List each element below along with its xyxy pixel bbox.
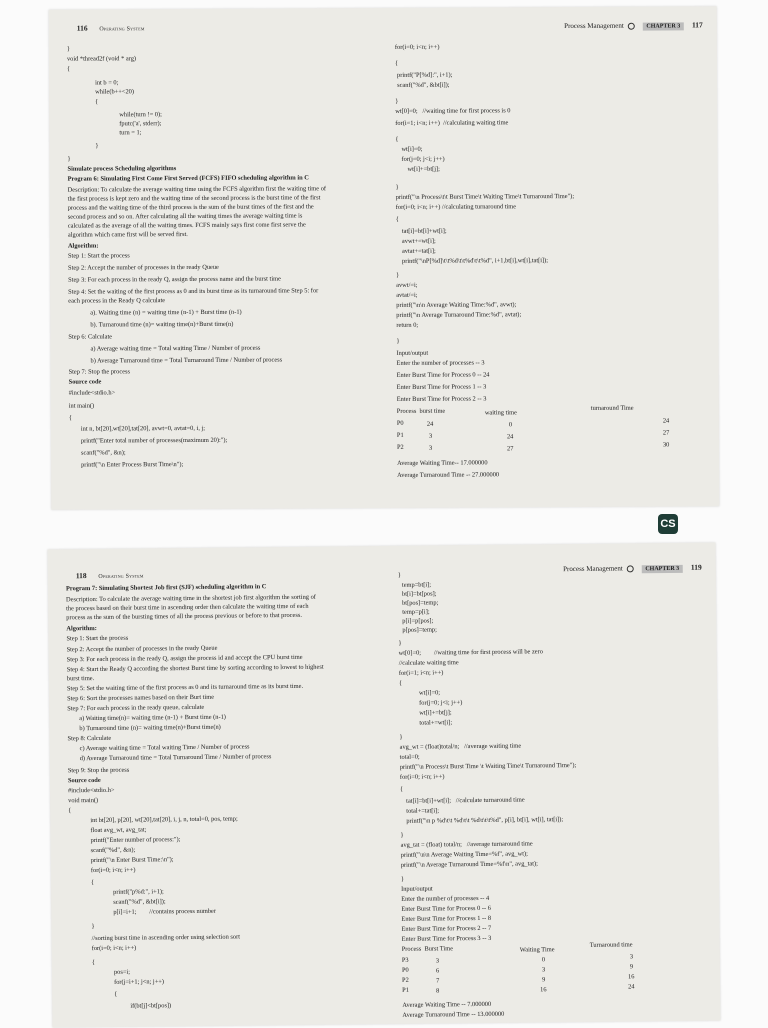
running-title: Process Management [563,564,623,574]
text-line: Enter Burst Time for Process 3 -- 3 [401,934,492,943]
text-line: Enter the number of processes -- 4 [401,894,490,903]
text-line: } [95,142,99,150]
text-line: 3 [428,432,433,440]
text-line: scanf("%d", &bt[i]); [113,898,166,906]
text-line: { [68,807,72,815]
text-line: the process based on their burst time in ascending order then calculate the waiting time of each [66,602,309,613]
text-line: total=0; [399,753,420,761]
text-line: 24 [506,433,514,441]
text-line: float avg_wt, avg_tat; [90,826,147,835]
text-line: burst time. [66,675,95,683]
text-line: 3 [428,444,433,452]
text-line: { [91,959,95,967]
text-line: while(b++<20) [95,88,135,96]
text-line: Program 6: Simulating First Come First Served (FCFS) FIFO scheduling algorithm in C [67,174,309,183]
text-line: Process Burst Time [401,945,454,953]
text-line: 9 [542,976,546,984]
text-line: Step 7: For each process in the ready queue, calculate [67,703,205,713]
page-number: 118 [75,571,87,581]
text-line: printf("\n Process\t\t Burst Time\t Waiting Time\t Turnaround Time"); [395,193,575,201]
text-line: { [66,65,71,73]
text-line: Enter Burst Time for Process 2 -- 7 [401,924,492,933]
text-line: Source code [67,776,101,785]
text-line: waiting time [484,409,517,417]
book-page-bottom [48,543,721,1028]
text-line: 27 [506,445,514,453]
text-line: 6 [435,967,440,975]
text-line: for(j=0; j<i; j++) [419,699,463,707]
text-line: } [67,155,71,163]
text-line: Enter the number of processes -- 3 [396,359,485,367]
chapter-tag: CHAPTER 3 [641,565,683,573]
text-line: { [398,679,403,687]
text-line: Step 2: Accept the number of processes in the ready Queue [68,263,219,272]
text-line: 0 [541,956,546,964]
text-line: total+=tat[i]; [406,807,440,815]
text-line: { [395,135,399,143]
text-line: for(j=i+1; j<n; j++) [114,978,165,986]
text-line: for(i=1; i<n; i++) //calculating waiting time [395,119,509,127]
text-line: Step 8: Calculate [67,734,112,743]
text-line: p[i]=p[pos]; [402,617,434,625]
text-line: Source code [68,378,102,386]
text-line: b) Average Turnaround time = Total Turnaround Time / Number of process [90,356,283,365]
text-line: wt[0]=0; //waiting time for first process will be zero [398,648,543,657]
text-line: b). Turnaround time (n)= waiting time(n)+Burst time(n) [90,320,234,329]
text-line: b) Turnaround time (n)= waiting time(n)+Burst time(n) [79,723,221,733]
running-title: Operating System [98,573,144,580]
text-line: Step 6: Sort the processes names based on their Burt time [67,693,215,703]
text-line: Step 3: For each process in the ready Q, assign the process id and accept the CPU burst time [66,653,303,664]
text-line: 24 [426,420,434,428]
text-line: second process and so on. After calculating all the waiting times the average waiting time is [67,212,303,221]
text-line: a) Average waiting time = Total waiting Time / Number of process [90,344,261,353]
text-line: } [395,183,399,191]
text-line: 9 [629,963,634,971]
text-line: tat[i]=bt[i]+wt[i]; [401,227,447,235]
text-line: for(j=0; j<i; j++) [401,155,445,163]
page-number: 116 [76,23,88,33]
text-line: if(bt[j]<bt[pos]) [130,1002,172,1010]
text-line: tat[i]=bt[i]+wt[i]; //calculate turnaround time [406,796,525,805]
text-line: //sorting burst time in ascending order using selection sort [91,933,241,943]
text-line: for(i=0; i<n; i++) [394,43,440,51]
text-line: wt[i]=0; [419,689,441,697]
text-line: printf("\n p %d\t\t %d\t\t %d\t\t\t%d", p[i], bt[i], wt[i], tat[i]); [406,816,564,825]
text-line: total+=wt[i]; [419,719,453,727]
camscanner-logo: CS [658,514,678,534]
text-line: P3 [401,956,409,964]
text-line: Process burst time [396,407,446,415]
text-line: P2 [402,976,409,984]
text-line: Enter Burst Time for Process 1 -- 3 [396,383,487,391]
text-line: each process in the Ready Q calculate [68,297,166,305]
text-line: Enter Burst Time for Process 1 -- 8 [401,914,492,923]
text-line: Step 5: Set the waiting time of the first process as 0 and its turnaround time as its burst time. [66,682,304,693]
text-line: the first process is kept zero and the waiting time of the second process is the burst time of the first [67,194,321,203]
text-line: 16 [627,973,635,981]
text-line: scanf("%d", &n); [80,449,126,457]
text-line: Average Turnaround Time -- 27.000000 [397,471,500,479]
text-line: int main() [68,402,95,410]
text-line: P1 [396,431,404,439]
right-column [49,6,720,509]
text-line: { [68,414,72,422]
text-line: } [395,97,399,105]
text-line: temp=bt[i]; [401,581,432,589]
text-line: avwt/=i; [396,281,418,289]
text-line: 24 [662,417,670,425]
text-line: bt[i]=bt[pos]; [401,590,437,598]
text-line: { [394,59,399,67]
text-line: Program 7: Simulating Shortest Job first (SJF) scheduling algorithm in C [65,583,267,593]
text-line: scanf("%d", &n); [90,846,136,855]
text-line: printf("\n\n Average Waiting Time=%f", avg_wt); [400,850,528,859]
text-line: for(i=0; i<n; i++) [399,773,445,781]
text-line: Step 1: Start the process [67,252,130,260]
text-line: { [400,785,404,793]
text-line: } [396,271,400,279]
text-line: 27 [662,429,670,437]
text-line: int n, bt[20],wt[20],tat[20], avwt=0, avtat=0, i, j; [80,424,206,433]
text-line: printf("P[%d]:", i+1); [397,71,453,79]
page-number: 117 [691,20,703,30]
text-line: Step 3: For each process in the ready Q, assign the process name and the burst time [68,275,281,284]
text-line: avtat/=i; [396,291,418,299]
text-line: 3 [435,957,440,965]
text-line: } [400,831,404,839]
text-line: for(i=0; i<n; i++) //calculating turnaround time [395,203,517,211]
text-line: process as the sum of the bursting times of all the process previous or before to that process. [66,611,302,622]
text-line: 24 [628,983,635,991]
text-line: Simulate process Scheduling algorithms [67,165,177,173]
text-line: Description: To calculate the average waiting time in the shortest job first algorithm the sorting of [66,593,316,604]
text-line: for(i=1; i<n; i++) [398,669,444,677]
text-line: Input/output [401,885,433,893]
text-line: temp=p[i]; [402,608,430,616]
text-line: for(i=0; i<n; i++) [90,866,136,875]
text-line: } [398,639,402,647]
text-line: printf("\n Enter Burst Time:\n"); [90,856,174,865]
running-title: Process Management [564,21,624,31]
page-number: 119 [690,562,702,572]
text-line: Enter Burst Time for Process 0 -- 24 [396,371,490,379]
text-line: P1 [402,986,409,994]
text-line: { [114,990,118,998]
text-line: printf("\n Process\t Burst Time \t Waiting Time\t Turnaround Time"); [399,761,577,771]
text-line: 3 [629,953,634,961]
text-line: 3 [541,966,546,974]
text-line: wt[i]+=bt[j]; [419,709,452,717]
text-line: #include<stdio.h> [68,389,116,397]
text-line: int b = 0; [95,79,119,87]
text-line: return 0; [396,321,419,329]
text-line: printf("\n\n Average Waiting Time:%d", avwt); [396,301,517,309]
text-line: avtat+=tat[i]; [401,247,436,255]
text-line: turnaround Time [590,404,634,412]
text-line: Turnaround time [589,941,633,949]
text-line: bt[pos]=temp; [402,599,439,607]
text-line: Algorithm: [67,242,99,250]
text-line: 30 [662,441,670,449]
running-title: Operating System [99,26,145,33]
text-line: 8 [436,987,440,995]
text-line: { [90,879,95,887]
text-line: } [396,337,400,345]
text-line: Step 6: Calculate [68,333,113,341]
text-line: turn = 1; [119,129,142,137]
text-line: Enter Burst Time for Process 2 -- 3 [396,395,487,403]
text-line: Step 4: Start the Ready Q according the shortest Burst time by sorting according to lowest to highest [66,663,324,674]
text-line: printf("\n Average Turnaround Time:%d", avtat); [396,311,522,319]
text-line: a). Waiting time (n) = waiting time (n-1) + Burst time (n-1) [90,308,242,317]
text-line: { [95,98,99,106]
text-line: P0 [401,966,409,974]
text-line: wt[i]+=bt[j]; [407,165,440,173]
right-column [48,543,721,1028]
text-line: Step 4: Set the waiting of the first process as 0 and its burst time as its turnaround time Step 5: for [68,287,319,296]
text-line: } [66,45,70,53]
text-line: fputc('a', stderr); [119,120,162,128]
text-line: void main() [68,796,99,805]
text-line: Step 1: Start the process [66,634,129,643]
text-line: 7 [436,977,440,985]
text-line: d) Average Turnaround time = Total Turnaround Time / Number of process [79,753,272,763]
text-line: Description: To calculate the average waiting time using the FCFS algorithm first the waiting time of [67,185,327,194]
text-line: wt[i]=0; [401,145,423,153]
text-line: Algorithm: [66,624,97,633]
text-line: while(turn != 0); [119,111,162,119]
text-line: } [400,875,405,883]
text-line: P2 [396,443,404,451]
text-line: { [395,215,399,223]
text-line: } [397,571,401,579]
text-line: printf("\n Enter Process Burst Time\n"); [81,461,184,469]
text-line: wt[0]=0; //waiting time for first process is 0 [395,107,511,115]
text-line: 0 [508,421,513,429]
text-line: avwt+=wt[i]; [401,237,436,245]
text-line: 16 [540,986,547,994]
text-line: printf("\nP[%d]\t\t%d\t\t%d\t\t%d", i+1,bt[i],wt[i],tat[i]); [401,257,549,265]
text-line: for(i=0; i<n; i++) [91,944,137,953]
text-line: printf("Enter number of process:"); [90,836,181,845]
text-line: Average Waiting Time -- 7.000000 [402,1000,492,1009]
text-line: //calculate waiting time [398,659,459,667]
text-line: } [399,733,403,741]
text-line: Waiting Time [519,946,555,954]
text-line: pos=i; [113,968,131,976]
text-line: Average Turnaround Time -- 13.000000 [402,1010,505,1019]
text-line: #include<stdio.h> [68,786,115,795]
text-line: Enter Burst Time for Process 0 -- 6 [401,904,491,913]
text-line: avg_wt = (float)total/n; //average waiting time [399,742,522,751]
chapter-tag: CHAPTER 3 [642,22,684,30]
text-line: Step 9: Stop the process [67,766,130,775]
text-line: printf("Enter total number of processes(maximum 20):"); [80,436,228,445]
text-line: printf("p%d:", i+1); [113,888,164,896]
text-line: avg_tat = (float) total/n; //average turnaround time [400,840,533,849]
text-line: int bt[20], p[20], wt[20],tat[20], i, j, n, total=0, pos, temp; [90,815,238,825]
text-line: Step 2: Accept the number of processes in the ready Queue [66,644,218,654]
text-line: calculated as the average of all the waiting times. FCFS mainly says first come first serve the [67,221,306,230]
text-line: void *thread2f (void * arg) [66,55,137,63]
book-page-top [49,6,720,509]
text-line: c) Average waiting time = Total waiting Time / Number of process [79,743,250,753]
text-line: Step 7: Stop the process [68,368,131,376]
text-line: algorithm which came first will be served first. [67,231,188,239]
text-line: } [91,923,95,931]
text-line: P0 [396,419,404,427]
text-line: process and the waiting time of the third process is the sum of the burst times of the first and the [67,203,314,212]
text-line: printf("\n Average Turnaround Time=%f\n", avg_tat); [400,860,538,869]
text-line: a) Waiting time(n)= waiting time (n-1) + Burst time (n-1) [79,713,226,723]
text-line: Input/output [396,349,429,357]
text-line: p[i]=i+1; //contains process number [113,907,217,916]
text-line: scanf("%d", &bt[i]); [397,81,450,89]
text-line: p[pos]=temp; [402,626,437,634]
text-line: Average Waiting Time-- 17.000000 [397,459,488,467]
